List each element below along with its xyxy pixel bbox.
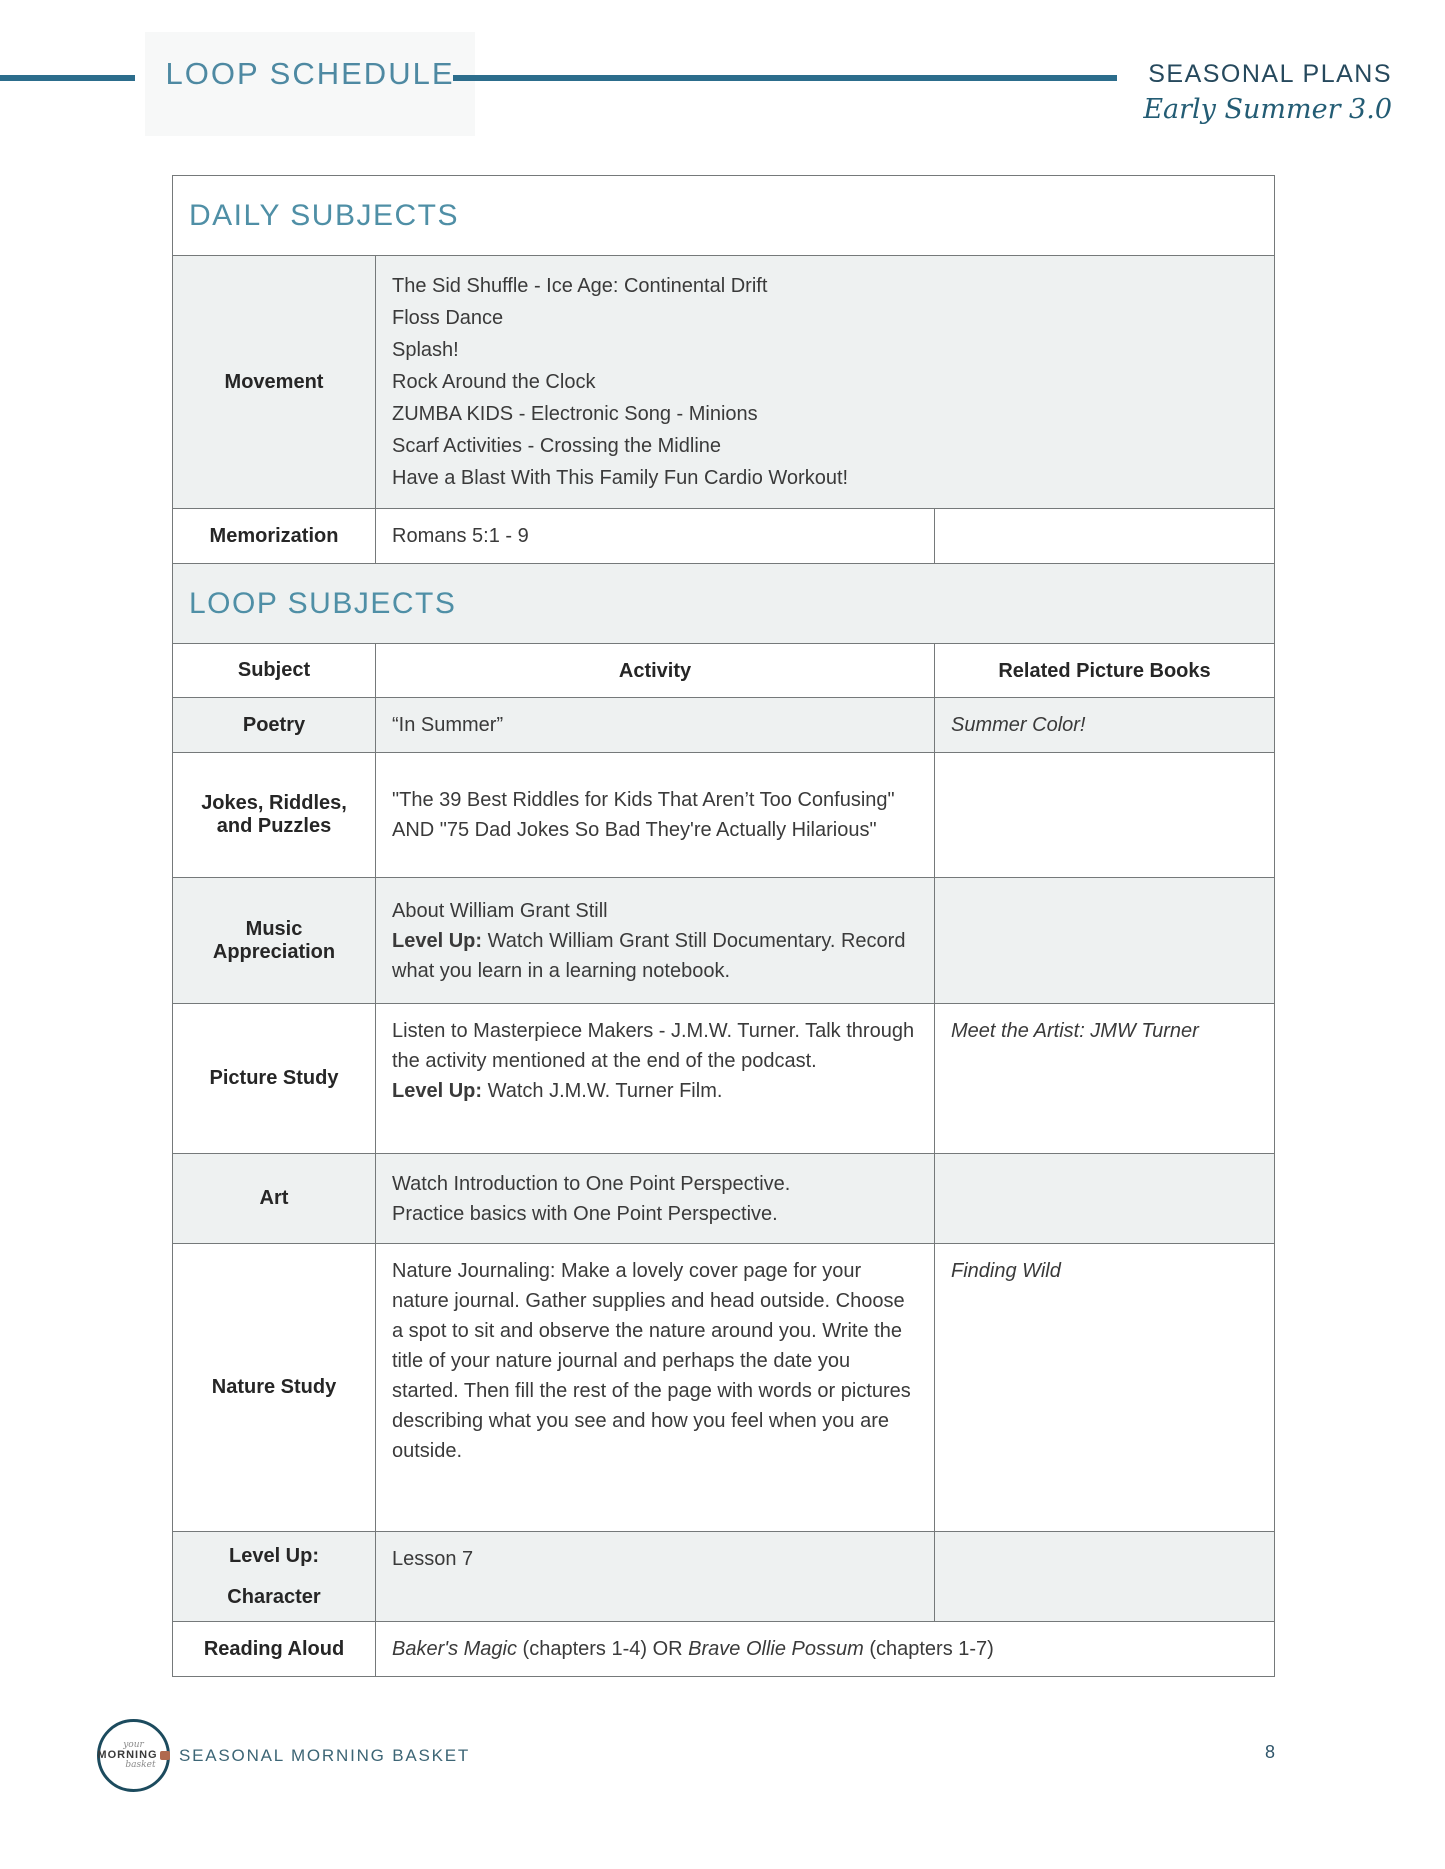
jokes-related-cell bbox=[934, 753, 1274, 877]
reading-aloud-activity-text bbox=[392, 1634, 1258, 1664]
jokes-label-line1: Jokes, Riddles, bbox=[201, 792, 347, 814]
movement-activity-line: Rock Around the Clock bbox=[392, 371, 596, 393]
loop-subjects-band bbox=[173, 563, 1274, 643]
movement-activity-line: The Sid Shuffle - Ice Age: Continental Drift bbox=[392, 275, 768, 297]
level-up-text: Watch William Grant Still Documentary. Record what you learn in a learning notebook. bbox=[392, 929, 906, 982]
loop-subjects-title: LOOP SUBJECTS bbox=[189, 586, 457, 620]
logo-text-top: your bbox=[123, 1740, 144, 1750]
column-header-activity: Activity bbox=[375, 644, 934, 697]
picture-study-row bbox=[173, 1003, 1274, 1153]
reading-aloud-row bbox=[173, 1621, 1274, 1676]
music-activity-line2 bbox=[392, 926, 918, 986]
picture-study-related-cell: Meet the Artist: JMW Turner bbox=[934, 1004, 1274, 1153]
level-up-character-row bbox=[173, 1531, 1274, 1621]
level-up-label-line2: Character bbox=[227, 1585, 321, 1608]
column-header-related: Related Picture Books bbox=[934, 644, 1274, 697]
level-up-label-line1: Level Up: bbox=[228, 1544, 320, 1567]
music-appreciation-row bbox=[173, 877, 1274, 1003]
music-related-cell bbox=[934, 878, 1274, 1003]
art-activity-cell bbox=[375, 1154, 934, 1243]
chapters-text: (chapters 1-4) OR bbox=[516, 1638, 689, 1660]
footer-brand-text: SEASONAL MORNING BASKET bbox=[179, 1746, 471, 1765]
header-rule-left bbox=[0, 75, 135, 81]
nature-study-related-cell: Finding Wild bbox=[934, 1244, 1274, 1531]
movement-label: Movement bbox=[224, 370, 324, 393]
reading-aloud-activity-cell bbox=[375, 1622, 1274, 1676]
reading-aloud-label: Reading Aloud bbox=[203, 1637, 345, 1660]
art-activity-line2: Practice basics with One Point Perspective. bbox=[392, 1202, 778, 1225]
music-label-line2: Appreciation bbox=[212, 940, 336, 963]
poetry-label: Poetry bbox=[242, 713, 306, 736]
level-up-prefix: Level Up: bbox=[392, 929, 488, 952]
nature-study-activity-cell: Nature Journaling: Make a lovely cover page for your nature journal. Gather supplies and head outside. Choose a spot to sit and observe the nature around you. Write the title of your nature journal and perhaps the date you started. Then fill the rest of the page with words or pictures describing what you see and how you feel when you are outside. bbox=[375, 1244, 934, 1531]
memorization-related-cell bbox=[934, 509, 1274, 563]
morning-basket-logo bbox=[97, 1719, 170, 1792]
basket-icon bbox=[160, 1751, 170, 1760]
picture-study-label: Picture Study bbox=[209, 1067, 339, 1089]
level-up-prefix: Level Up: bbox=[392, 1080, 488, 1102]
daily-subjects-band bbox=[173, 176, 1274, 255]
picture-study-activity-text: Listen to Masterpiece Makers - J.M.W. Turner. Talk through the activity mentioned at the end of the podcast. bbox=[392, 1020, 915, 1072]
art-related-cell bbox=[934, 1154, 1274, 1243]
schedule-table bbox=[172, 175, 1275, 1677]
jokes-label bbox=[173, 753, 375, 877]
page-title: LOOP SCHEDULE bbox=[165, 56, 455, 91]
jokes-row bbox=[173, 752, 1274, 877]
column-header-subject: Subject bbox=[237, 659, 311, 681]
book-title: Brave Ollie Possum bbox=[688, 1638, 864, 1660]
level-up-activity-cell: Lesson 7 bbox=[375, 1532, 934, 1621]
movement-activity-line: Scarf Activities - Crossing the Midline bbox=[392, 435, 722, 457]
art-activity-line1: Watch Introduction to One Point Perspective. bbox=[392, 1172, 791, 1195]
chapters-text: (chapters 1-7) bbox=[863, 1638, 994, 1660]
jokes-label-line2: and Puzzles bbox=[216, 815, 332, 837]
art-label: Art bbox=[259, 1187, 289, 1209]
level-up-character-label bbox=[173, 1532, 375, 1621]
poetry-activity-cell: “In Summer” bbox=[375, 698, 934, 752]
page-number: 8 bbox=[1264, 1742, 1275, 1762]
nature-study-row bbox=[173, 1243, 1274, 1531]
level-up-related-cell bbox=[934, 1532, 1274, 1621]
movement-activity-line: Have a Blast With This Family Fun Cardio Workout! bbox=[392, 467, 849, 489]
picture-study-level-up bbox=[392, 1076, 918, 1106]
movement-activity-line: Splash! bbox=[392, 339, 459, 361]
brand-title: SEASONAL PLANS bbox=[1148, 60, 1392, 88]
poetry-related-cell: Summer Color! bbox=[934, 698, 1274, 752]
music-activity-cell bbox=[375, 878, 934, 1003]
music-label-line1: Music bbox=[245, 917, 303, 940]
logo-text-bottom: basket bbox=[125, 1760, 156, 1770]
movement-activity-line: ZUMBA KIDS - Electronic Song - Minions bbox=[392, 403, 758, 425]
picture-study-activity-cell bbox=[375, 1004, 934, 1153]
level-up-text: Watch J.M.W. Turner Film. bbox=[487, 1080, 723, 1102]
music-activity-line1: About William Grant Still bbox=[392, 899, 608, 922]
loop-header-row bbox=[173, 643, 1274, 697]
nature-study-label: Nature Study bbox=[211, 1376, 337, 1398]
movement-row bbox=[173, 255, 1274, 508]
music-appreciation-label bbox=[173, 878, 375, 1003]
poetry-row bbox=[173, 697, 1274, 752]
book-title: Baker's Magic bbox=[392, 1638, 517, 1660]
movement-activity-cell bbox=[375, 256, 1274, 508]
header-rule-right bbox=[453, 75, 1117, 81]
movement-activity-line: Floss Dance bbox=[392, 307, 504, 329]
daily-subjects-title: DAILY SUBJECTS bbox=[189, 198, 459, 232]
art-row bbox=[173, 1153, 1274, 1243]
logo-word: MORNING bbox=[97, 1749, 158, 1761]
memorization-label: Memorization bbox=[209, 524, 339, 547]
memorization-row bbox=[173, 508, 1274, 563]
edition-subtitle: Early Summer 3.0 bbox=[1143, 94, 1392, 125]
memorization-activity-cell: Romans 5:1 - 9 bbox=[375, 509, 934, 563]
jokes-activity-cell: "The 39 Best Riddles for Kids That Aren’t Too Confusing" AND "75 Dad Jokes So Bad They're Actually Hilarious" bbox=[375, 753, 934, 877]
